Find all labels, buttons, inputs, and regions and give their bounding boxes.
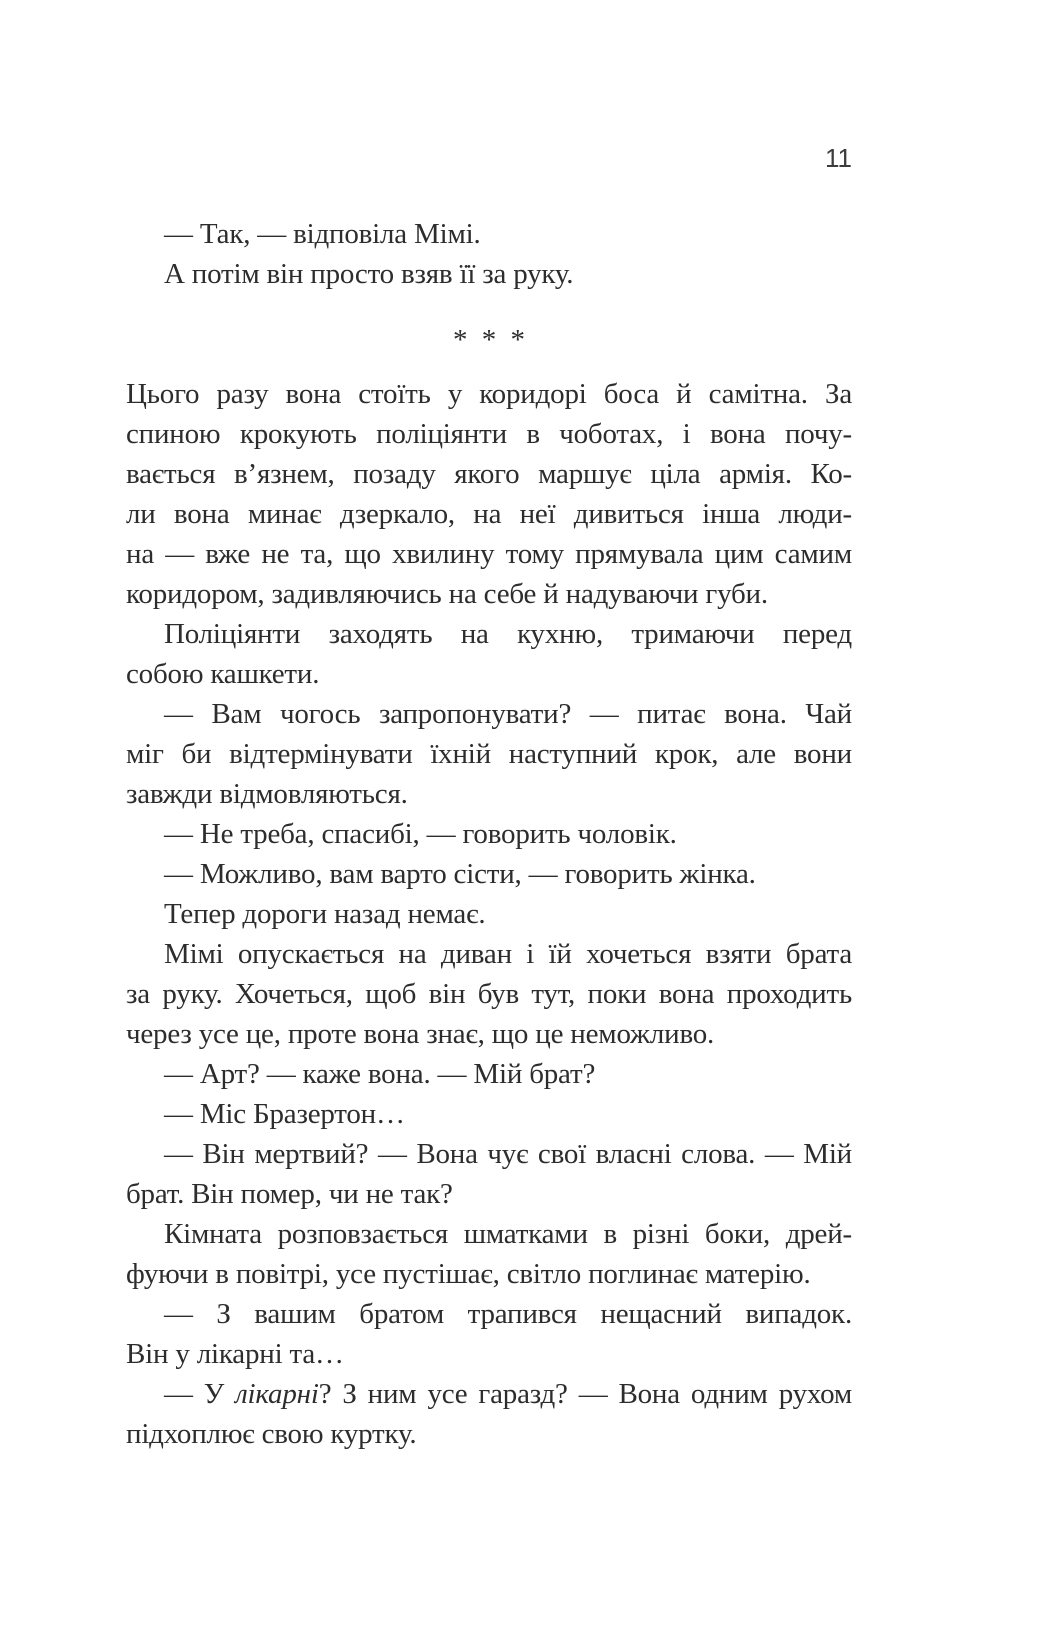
scene-text-block bbox=[126, 374, 852, 1454]
text-segment: — З вашим братом трапився нещасний випадок. bbox=[164, 1298, 852, 1330]
text-segment: коридором, задивляючись на себе й надуваючи губи. bbox=[126, 578, 768, 610]
text-segment: Кімната розповзається шматками в різні боки, дрей- bbox=[164, 1218, 852, 1250]
text-line bbox=[126, 454, 852, 494]
text-line bbox=[126, 774, 852, 814]
text-segment: фуючи в повітрі, усе пустішає, світло поглинає матерію. bbox=[126, 1258, 811, 1290]
text-segment: ли вона минає дзеркало, на неї дивиться інша люди- bbox=[126, 498, 852, 530]
text-line bbox=[126, 694, 852, 734]
text-line bbox=[126, 1054, 852, 1094]
opening-dialogue-block bbox=[126, 214, 852, 294]
text-line bbox=[126, 974, 852, 1014]
text-line bbox=[126, 414, 852, 454]
text-segment: — Не треба, спасибі, — говорить чоловік. bbox=[164, 818, 677, 850]
text-segment: — Можливо, вам варто сісти, — говорить жінка. bbox=[164, 858, 756, 890]
text-segment: на — вже не та, що хвилину тому прямувала цим самим bbox=[126, 538, 852, 570]
text-segment: брат. Він помер, чи не так? bbox=[126, 1178, 453, 1210]
text-segment: вається в’язнем, позаду якого маршує ціла армія. Ко- bbox=[126, 458, 852, 490]
text-segment: за руку. Хочеться, щоб він був тут, поки вона проходить bbox=[126, 978, 852, 1010]
text-line bbox=[126, 1134, 852, 1174]
text-line bbox=[126, 1374, 852, 1414]
text-line bbox=[126, 814, 852, 854]
italic-text: лікарні bbox=[235, 1378, 319, 1410]
text-segment: підхоплює свою куртку. bbox=[126, 1418, 417, 1450]
text-line bbox=[126, 934, 852, 974]
text-segment: А потім він просто взяв її за руку. bbox=[164, 258, 574, 290]
text-line bbox=[126, 374, 852, 414]
text-line bbox=[126, 854, 852, 894]
text-segment: собою кашкети. bbox=[126, 658, 320, 690]
text-segment: — Арт? — каже вона. — Мій брат? bbox=[164, 1058, 596, 1090]
text-line bbox=[126, 1174, 852, 1214]
section-separator: * * * bbox=[453, 324, 525, 356]
text-line bbox=[126, 254, 852, 294]
text-line bbox=[126, 1294, 852, 1334]
text-line bbox=[126, 894, 852, 934]
text-line bbox=[126, 534, 852, 574]
text-segment: Він у лікарні та… bbox=[126, 1338, 344, 1370]
text-segment: — Міс Бразертон… bbox=[164, 1098, 405, 1130]
text-segment: — Так, — відповіла Мімі. bbox=[164, 218, 481, 250]
page-number: 11 bbox=[825, 143, 852, 173]
text-line bbox=[126, 1214, 852, 1254]
text-segment: — Він мертвий? — Вона чує свої власні слова. — Мій bbox=[164, 1138, 852, 1170]
text-segment: через усе це, проте вона знає, що це неможливо. bbox=[126, 1018, 715, 1050]
text-segment: спиною крокують поліціянти в чоботах, і вона почу- bbox=[126, 418, 852, 450]
text-segment: міг би відтермінувати їхній наступний крок, але вони bbox=[126, 738, 852, 770]
text-line bbox=[126, 214, 852, 254]
text-segment: Цього разу вона стоїть у коридорі боса й самітна. За bbox=[126, 378, 852, 410]
text-line bbox=[126, 1414, 852, 1454]
text-segment: — Вам чогось запропонувати? — питає вона. Чай bbox=[164, 698, 852, 730]
text-segment: завжди відмовляються. bbox=[126, 778, 408, 810]
text-line bbox=[126, 734, 852, 774]
text-line bbox=[126, 574, 852, 614]
text-segment: Мімі опускається на диван і їй хочеться взяти брата bbox=[164, 938, 852, 970]
text-segment: Тепер дороги назад немає. bbox=[164, 898, 486, 930]
text-segment: — У bbox=[164, 1378, 236, 1410]
text-segment: Поліціянти заходять на кухню, тримаючи перед bbox=[164, 618, 852, 650]
text-line bbox=[126, 1094, 852, 1134]
text-line bbox=[126, 494, 852, 534]
text-line bbox=[126, 1254, 852, 1294]
text-line bbox=[126, 1014, 852, 1054]
text-line bbox=[126, 1334, 852, 1374]
text-line bbox=[126, 654, 852, 694]
text-line bbox=[126, 614, 852, 654]
text-segment: ? З ним усе гаразд? — Вона одним рухом bbox=[318, 1378, 853, 1410]
